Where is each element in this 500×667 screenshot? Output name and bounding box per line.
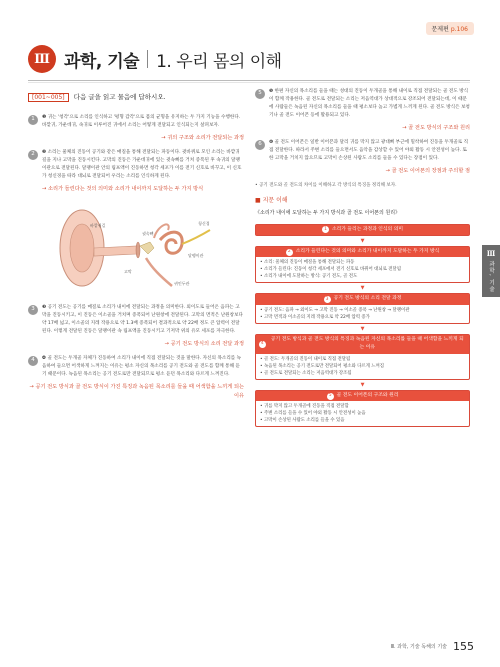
footer-text: Ⅲ. 과학, 기술 독해의 기술	[390, 644, 447, 650]
summary-box-1	[255, 224, 470, 236]
summary-box-5	[255, 390, 470, 428]
header-rule	[28, 80, 470, 81]
box-heading: 공기 전도 방식의 소리 전달 과정	[333, 296, 402, 302]
arrow-down-icon: ▼	[360, 381, 365, 388]
chapter-title: 과학, 기술	[64, 51, 140, 72]
box-heading: 소리가 들리는 과정과 인식의 의미	[332, 226, 403, 232]
summary-box-body: • 공기 전도: 음파 → 외이도 → 고막 진동 → 이소골 증폭 → 난원창 → 달팽이관 • 고막 면적과 이소골의 지레 작용으로 약 22배 압력 증가	[260, 307, 410, 320]
passage-paragraph-3	[28, 304, 244, 336]
paragraph-number: 1	[28, 115, 38, 125]
paragraph-text: ❷ 소리는 물체의 진동이 공기와 같은 매질을 통해 전달되는 파동이다. 귓바퀴로 모인 소리는 바깥귀길을 지나 고막을 진동시킨다. 고막의 진동은 가운데귀에 있는 귓속뼈를 거쳐 증폭된 후 속귀의 달팽이관으로 전달된다. 달팽이관 안의 림프액이 진동하면 청각 세포가 이를 전기 신호로 바꾸고, 이 신호가 청신경을 따라 대뇌로 전달되어 우리는 소리를 인식하게 된다.	[42, 149, 242, 179]
question-code: [001~005]	[28, 93, 69, 102]
paragraph-summary-6: → 골 전도 이어폰의 장점과 주의할 점	[385, 168, 470, 175]
paragraph-number: 4	[28, 356, 38, 366]
ear-illustration	[42, 200, 232, 296]
paragraph-text: ❶ 귀는 '청각'으로 소리를 인식하고 '평형 감각'으로 몸의 균형을 유지하는 두 가지 기능을 수행한다. 바깥귀, 가운데귀, 속귀로 이루어진 귀에서 소리는 어떻게 전달되고 인식되는지 살펴보자.	[42, 114, 241, 128]
side-tab-label: 과학, 기술	[488, 261, 494, 293]
chapter-subtitle: 1. 우리 몸의 이해	[156, 51, 282, 72]
summary-box-3	[255, 293, 470, 323]
page-reference-badge	[426, 22, 474, 35]
chapter-side-tab	[482, 245, 500, 297]
study-note: • 공기 전도와 골 전도의 차이를 이해하고 각 방식의 특징을 정리해 보자.	[255, 183, 397, 189]
badge-page: p.106	[450, 26, 468, 33]
summary-box-body: • 소리: 물체의 진동이 매질을 통해 전달되는 파동 • 소리가 들린다: 진동이 청각 세포에서 전기 신호로 바뀌어 대뇌로 전달됨 • 소리가 내이에 도달하는 방식: 공기 전도, 골 전도	[260, 260, 402, 280]
passage-paragraph-5	[255, 88, 470, 120]
summary-box-header	[256, 225, 469, 235]
summary-box-header	[256, 294, 469, 304]
ear-diagram	[42, 200, 232, 296]
summary-title: ■ 지문 이해	[255, 197, 288, 205]
paragraph-summary-1: → 귀의 구조와 소리가 전달되는 과정	[161, 134, 244, 141]
page-number: 155	[453, 640, 474, 653]
paragraph-summary-4: → 공기 전도 방식과 골 전도 방식이 가진 특징과 녹음된 목소리를 들을 때 어색함을 느끼게 되는 이유	[29, 384, 244, 400]
paragraph-text: ❹ 골 전도는 두개골 자체가 진동하여 소리가 내이에 직접 전달되는 것을 말한다. 자신의 목소리를 녹음하여 들으면 어색하게 느껴지는 이유는 평소 자신의 목소리를 공기 전도와 골 전도를 함께 통해 듣기 때문이다. 녹음된 목소리는 공기 전도로만 전달되므로 평소 듣던 목소리와 다르게 느껴진다.	[42, 356, 242, 378]
paragraph-summary-3: → 공기 전도 방식의 소리 전달 과정	[164, 341, 244, 347]
summary-box-body: • 골 전도: 두개골의 진동이 내이로 직접 전달됨 • 녹음된 목소리는 공기 전도로만 전달되어 평소와 다르게 느껴짐 • 골 전도로 전달되는 소리는 저음역대가 강조됨	[260, 356, 385, 376]
arrow-down-icon: ▼	[360, 325, 365, 332]
label-eardrum: 고막	[124, 268, 132, 274]
paragraph-number: 6	[255, 140, 265, 150]
paragraph-number: 3	[28, 305, 38, 315]
box-number: 5	[327, 393, 334, 400]
label-auditory-nerve: 청신경	[198, 220, 210, 226]
paragraph-summary-5: → 골 전도 방식의 구조와 원리	[402, 125, 470, 132]
box-number: 2	[286, 249, 293, 256]
summary-box-header	[256, 391, 469, 401]
box-heading: 소리가 들린다는 것의 의미와 소리가 내이까지 도달하는 두 가지 방식	[295, 248, 440, 254]
header-rule-light	[28, 82, 470, 83]
page-footer	[391, 640, 474, 653]
paragraph-number: 2	[28, 150, 38, 160]
label-eustachian-tube: 귀인두관	[174, 280, 190, 286]
question-prompt: 다음 글을 읽고 물음에 답하시오.	[73, 93, 166, 101]
passage-paragraph-4	[28, 355, 244, 379]
paragraph-number: 5	[255, 89, 265, 99]
box-number: 1	[322, 226, 329, 233]
passage-paragraph-6	[255, 139, 470, 163]
paragraph-text: ❺ 한편 자신의 목소리를 들을 때는 성대의 진동이 두개골을 통해 내이로 직접 전달되는 골 전도 방식이 함께 작용한다. 골 전도로 전달되는 소리는 저음역대가 상대적으로 강조되어 전달되는데, 이 때문에 사람들은 녹음된 자신의 목소리를 들을 때 평소보다 높고 가볍게 느끼게 된다. 골 전도 방식은 보청기나 골 전도 이어폰 등에 활용되고 있다.	[269, 89, 470, 119]
summary-box-header	[256, 247, 469, 257]
summary-box-body: • 귀를 막지 않고 두개골에 진동을 직접 전달함 • 주변 소리를 들을 수 있어 야외 활동 시 안전성이 높음 • 고막이 손상된 사람도 소리를 들을 수 있음	[260, 404, 366, 424]
paragraph-text: ❸ 공기 전도는 공기를 매질로 소리가 내이에 전달되는 과정을 의미한다. 외이도로 들어온 음파는 고막을 진동시키고, 이 진동은 이소골을 거치며 증폭되어 난원창에 전달된다. 고막의 면적은 난원창보다 약 17배 넓고, 이소골의 지레 작용으로 약 1.3배 증폭되어 결과적으로 약 22배 정도 큰 압력이 전달된다. 이렇게 전달된 진동은 달팽이관 속 림프액을 진동시키고 기저막 위의 유모 세포를 자극한다.	[42, 304, 243, 334]
chapter-divider	[147, 50, 148, 68]
passage-paragraph-1	[28, 114, 244, 130]
summary-box-4	[255, 334, 470, 380]
box-heading: 공기 전도 방식과 골 전도 방식의 특징과 녹음된 자신의 목소리를 들을 때 어색함을 느끼게 되는 이유	[270, 336, 464, 351]
side-tab-number: Ⅲ	[486, 249, 496, 258]
left-column	[28, 92, 244, 407]
question-header	[28, 92, 244, 104]
summary-subtitle: 《소리가 내이에 도달하는 두 가지 방식과 골 전도 이어폰의 원리》	[255, 209, 401, 216]
chapter-header	[28, 44, 282, 74]
label-outer-canal: 바깥귀길	[90, 222, 106, 228]
paragraph-text: ❻ 골 전도 이어폰은 일반 이어폰과 달리 귀를 막지 않고 광대뼈 부근에 밀착하여 진동을 두개골로 직접 전달한다. 따라서 주변 소리를 들으면서도 음악을 감상할 수 있어 야외 활동 시 안전성이 높다. 또한 고막을 거치지 않으므로 고막이 손상된 사람도 소리를 들을 수 있다는 장점이 있다.	[269, 140, 469, 162]
arrow-down-icon: ▼	[360, 237, 365, 244]
passage-paragraph-2	[28, 149, 244, 181]
summary-box-2	[255, 246, 470, 284]
box-heading: 골 전도 이어폰의 구조와 원리	[336, 392, 399, 398]
chapter-number: Ⅲ	[28, 45, 56, 73]
badge-label: 문제편	[431, 26, 449, 33]
label-cochlea: 달팽이관	[188, 252, 204, 258]
arrow-down-icon: ▼	[360, 285, 365, 292]
paragraph-summary-2: → 소리가 들린다는 것의 의미와 소리가 내이까지 도달하는 두 가지 방식	[42, 185, 204, 192]
box-number: 4	[260, 341, 264, 347]
label-ossicles: 귓속뼈	[142, 230, 154, 236]
right-column	[255, 88, 470, 432]
box-number: 3	[324, 296, 331, 303]
summary-box-header	[256, 335, 469, 354]
